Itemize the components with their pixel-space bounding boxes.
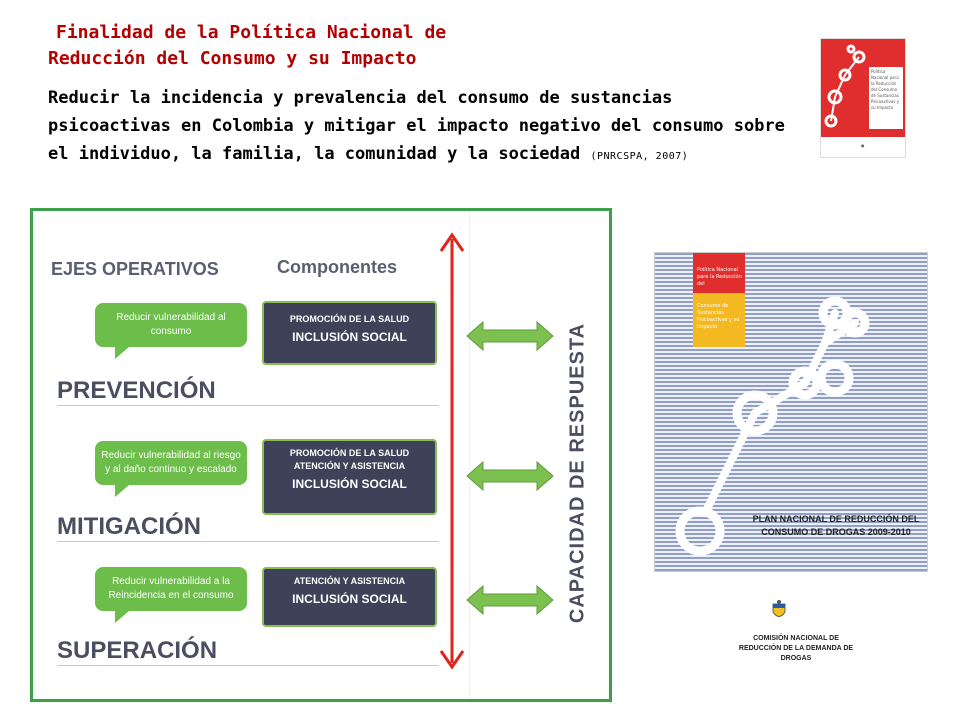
- component-main: INCLUSIÓN SOCIAL: [292, 592, 407, 606]
- axis-superacion: SUPERACIÓN: [57, 637, 218, 664]
- componentes-header: Componentes: [277, 257, 398, 277]
- colombia-coat-of-arms-icon: [770, 600, 788, 622]
- component-label: ATENCIÓN Y ASISTENCIA: [293, 576, 406, 586]
- green-double-arrow-icon: [465, 319, 555, 353]
- green-double-arrow-icon: [465, 459, 555, 493]
- plan-nacional-cover: [654, 252, 928, 572]
- policy-cover-thumbnail: [820, 38, 906, 158]
- operational-axes-diagram: [30, 208, 612, 702]
- comision-nacional-label: COMISIÓN NACIONAL DE REDUCCIÓN DE LA DEMANDA DE DROGAS: [738, 635, 854, 662]
- intro-text: Reducir la incidencia y prevalencia del consumo de sustancias psicoactivas en Colombia y mitigar el impacto negativo del consumo sobre el individuo, la familia, la comunidad y la sociedad: [48, 88, 785, 164]
- component-main: INCLUSIÓN SOCIAL: [292, 477, 407, 491]
- component-main: INCLUSIÓN SOCIAL: [292, 330, 407, 344]
- mitigation-bubble: Reducir vulnerabilidad al riesgo y al daño continuo y escalado: [95, 441, 247, 485]
- intro-citation: (PNRCSPA, 2007): [590, 151, 689, 162]
- title-line-2: Reducción del Consumo y su Impacto: [48, 48, 417, 69]
- superacion-components-box: [262, 567, 437, 627]
- capacidad-de-respuesta-label: CAPACIDAD DE RESPUESTA: [566, 322, 589, 624]
- axis-divider: [57, 405, 439, 406]
- cover-title-panel: Política Nacional para la Reducción del Consumo de Sustancias Psicoactivas y su Impacto: [869, 67, 903, 129]
- cover-red-text: Política Nacional para la Reducción del: [697, 267, 742, 287]
- intro-paragraph: [48, 84, 788, 171]
- component-label: ATENCIÓN Y ASISTENCIA: [293, 461, 406, 471]
- superacion-bubble: Reducir vulnerabilidad a la Reincidencia en el consumo: [95, 567, 247, 611]
- title-line-1: Finalidad de la Política Nacional de: [56, 22, 447, 43]
- prevention-components-box: [262, 301, 437, 365]
- cover-yellow-text: Consumo de Sustancias Psicoactivas y su Impacto: [697, 303, 740, 330]
- plan-nacional-title: PLAN NACIONAL DE REDUCCIÓN DEL CONSUMO DE DROGAS 2009-2010: [752, 514, 920, 537]
- axis-divider: [57, 541, 439, 542]
- mitigation-components-box: [262, 439, 437, 515]
- axis-mitigacion: MITIGACIÓN: [57, 513, 201, 540]
- diagram-divider: [469, 211, 470, 699]
- ejes-operativos-header: EJES OPERATIVOS: [51, 259, 219, 279]
- component-label: PROMOCIÓN DE LA SALUD: [289, 448, 410, 458]
- capacity-double-arrow-icon: [437, 229, 467, 673]
- axis-prevencion: PREVENCIÓN: [57, 377, 216, 404]
- axis-divider: [57, 665, 439, 666]
- component-label: PROMOCIÓN DE LA SALUD: [289, 314, 410, 324]
- cover-seal-icon: ●: [861, 143, 865, 148]
- green-double-arrow-icon: [465, 583, 555, 617]
- slide-title: [48, 20, 508, 72]
- prevention-bubble: Reducir vulnerabilidad al consumo: [95, 303, 247, 347]
